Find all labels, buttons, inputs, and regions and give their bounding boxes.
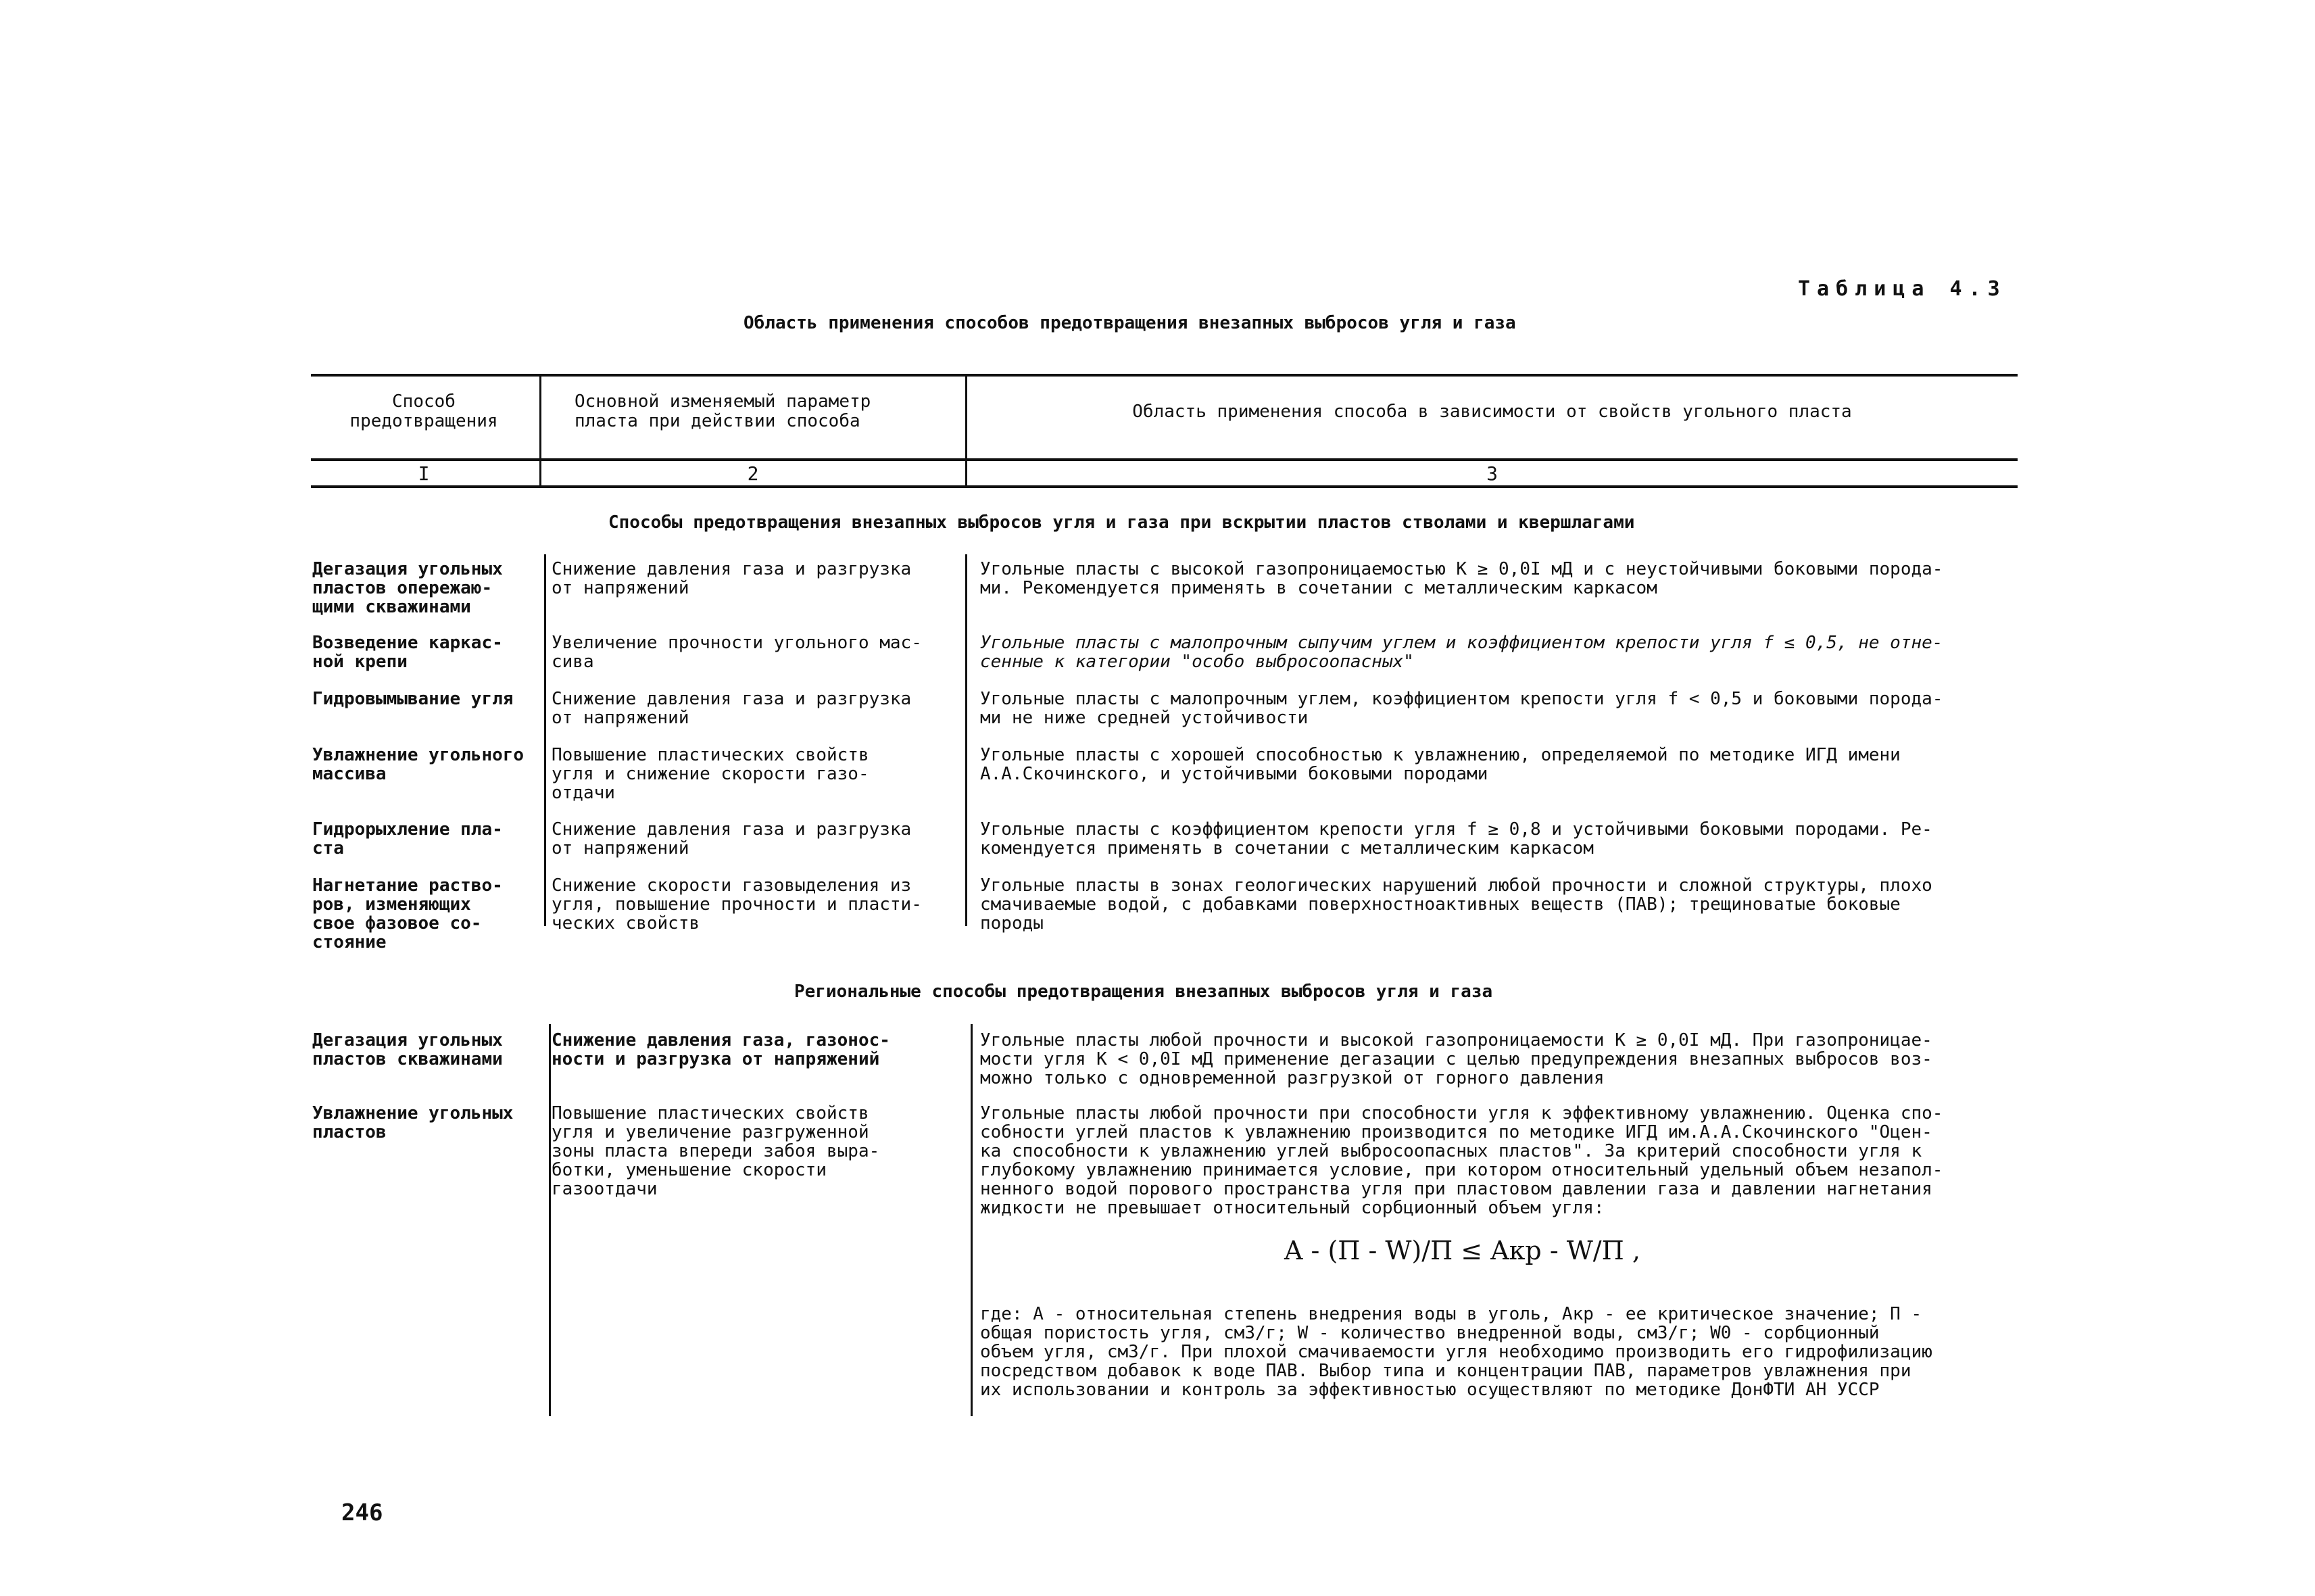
parameter-cell: Снижение давления газа и разгрузка от напряжений — [552, 559, 912, 598]
column-number-3: 3 — [1486, 462, 1498, 485]
section1-divider-2 — [965, 554, 967, 926]
parameter-cell: Увеличение прочности угольного мас- сива — [552, 633, 922, 672]
column-number-2: 2 — [747, 462, 759, 485]
column-header-area: Область применения способа в зависимости от свойств угольного пласта — [1132, 402, 1852, 422]
area-cell: Угольные пласты с малопрочным углем, коэффициентом крепости угля f < 0,5 и боковыми порода- ми не ниже средней устойчивости — [980, 689, 1943, 728]
method-cell: Дегазация угольных пластов скважинами — [312, 1030, 503, 1069]
column-header-parameter: Основной изменяемый параметр пласта при действии способа — [575, 391, 871, 431]
parameter-cell: Повышение пластических свойств угля и увеличение разгруженной зоны пласта впереди забоя выра- ботки, уменьшение скорости газоотдачи — [552, 1103, 880, 1199]
header-bottom-rule — [311, 458, 2018, 461]
parameter-cell: Снижение давления газа и разгрузка от напряжений — [552, 819, 912, 859]
column-number-1: I — [418, 462, 430, 485]
numbers-bottom-rule — [311, 485, 2018, 488]
table-title: Область применения способов предотвращения внезапных выбросов угля и газа — [744, 313, 1516, 333]
area-cell: Угольные пласты с малопрочным сыпучим углем и коэффициентом крепости угля f ≤ 0,5, не отне- сенные к категории "особо выбросоопасных" — [980, 633, 1943, 672]
parameter-cell: Снижение давления газа, газонос- ности и разгрузка от напряжений — [552, 1030, 890, 1069]
area-cell: Угольные пласты с хорошей способностью к увлажнению, определяемой по методике ИГД имени А.А.Скочинского, и устойчивыми боковыми породами — [980, 745, 1901, 784]
table-label: Таблица 4.3 — [1798, 277, 2007, 301]
section-title-regional: Региональные способы предотвращения внезапных выбросов угля и газа — [794, 982, 1493, 1002]
method-cell: Увлажнение угольного массива — [312, 745, 525, 784]
parameter-cell: Снижение давления газа и разгрузка от напряжений — [552, 689, 912, 728]
method-cell: Увлажнение угольных пластов — [312, 1103, 514, 1142]
parameter-cell: Снижение скорости газовыделения из угля, повышение прочности и пласти- ческих свойств — [552, 875, 922, 934]
method-cell: Гидровымывание угля — [312, 689, 514, 709]
method-cell: Дегазация угольных пластов опережаю- щими скважинами — [312, 559, 503, 617]
section1-divider-1 — [544, 554, 546, 926]
method-cell: Нагнетание раство- ров, изменяющих свое фазовое со- стояние — [312, 875, 503, 952]
area-cell: Угольные пласты любой прочности при способности угля к эффективному увлажнению. Оценка спо- собности углей пластов к увлажнению производится по методике ИГД им.А.А.Скочинского "Оцен- ка способности к увлажнению углей выбросоопасных пластов". За критерий способности угля к глубокому увлажнению принимается условие, при котором относительный удельный объем незапол- ненного водой порового пространства угля при пластовом давлении газа и давлении нагнетания жидкости не превышает относительный сорбционный объем угля: — [980, 1103, 1943, 1218]
area-cell: Угольные пласты с коэффициентом крепости угля f ≥ 0,8 и устойчивыми боковыми породами. Ре- комендуется применять в сочетании с металлическим каркасом — [980, 819, 1932, 859]
section2-divider-2 — [971, 1024, 973, 1416]
parameter-cell: Повышение пластических свойств угля и снижение скорости газо- отдачи — [552, 745, 869, 803]
area-cell: Угольные пласты в зонах геологических нарушений любой прочности и сложной структуры, плохо смачиваемые водой, с добавками поверхностноактивных веществ (ПАВ); трещиноватые боковые породы — [980, 875, 1932, 934]
area-cell: Угольные пласты любой прочности и высокой газопроницаемости K ≥ 0,0I мД. При газопроницае- мости угля K < 0,0I мД применение дегазации с целью предупреждения внезапных выбросов воз- можно только с одновременной разгрузкой от горного давления — [980, 1030, 1932, 1088]
method-cell: Гидрорыхление пла- ста — [312, 819, 503, 859]
formula: A - (П - W)/П ≤ Aкр - W/П , — [1284, 1236, 1640, 1265]
table-top-rule — [311, 374, 2018, 377]
area-cell: Угольные пласты с высокой газопроницаемостью K ≥ 0,0I мД и с неустойчивыми боковыми порода- ми. Рекомендуется применять в сочетании с металлическим каркасом — [980, 559, 1943, 598]
page-number: 246 — [341, 1499, 383, 1526]
section-title-opening: Способы предотвращения внезапных выбросов угля и газа при вскрытии пластов стволами и квершлагами — [608, 512, 1635, 533]
method-cell: Возведение каркас- ной крепи — [312, 633, 503, 672]
column-header-method: Способ предотвращения — [349, 391, 498, 431]
section2-divider-1 — [549, 1024, 551, 1416]
formula-explanation: где: A - относительная степень внедрения воды в уголь, Aкр - ее критическое значение; П - общая пористость угля, см3/г; W - количество внедренной воды, см3/г; W0 - сорбционный объем угля, см3/г. При плохой смачиваемости угля необходимо производить его гидрофилизацию посредством добавок к воде ПАВ. Выбор типа и концентрации ПАВ, параметров увлажнения при их использовании и контроль за эффективностью осуществляют по методике ДонФТИ АН УССР — [980, 1304, 1932, 1400]
